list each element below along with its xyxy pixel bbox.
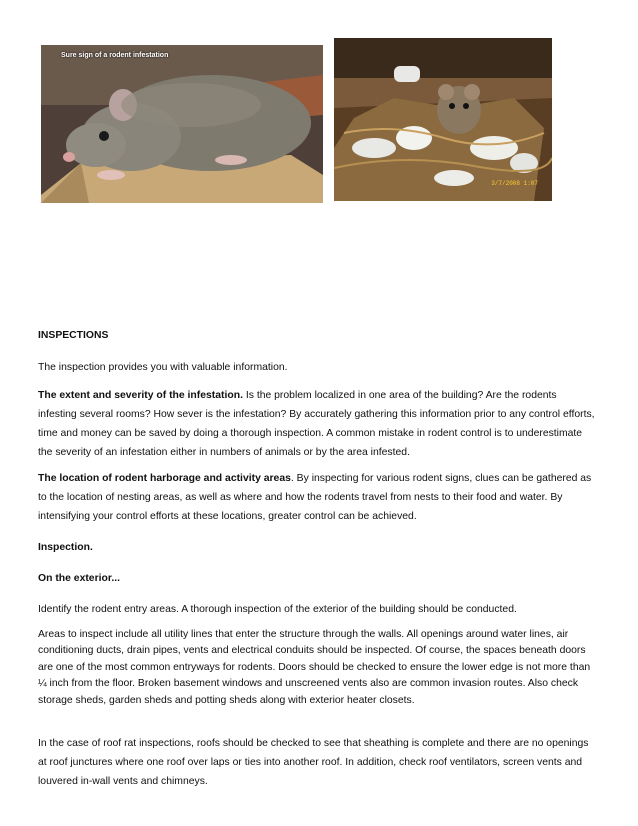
extent-paragraph [38,386,598,462]
areas-to-inspect-paragraph: Areas to inspect include all utility lines that enter the structure through the walls. All openings around water lines, air conditioning ducts, drain pipes, vents and electrical conduits should be inspected. Of course, the spaces beneath doors are one of the most common entryways for rodents. Doors should be checked to ensure the lower edge is not more than ¼ inch from the floor. Broken basement windows and unscreened vents also are common invasion routes. Also check storage sheds, garden sheds and potting sheds along with exterior heater closets. [38,629,591,706]
entry-areas-paragraph: Identify the rodent entry areas. A thorough inspection of the exterior of the building should be conducted. [38,604,517,615]
extent-heading: The extent and severity of the infestation. [38,390,243,401]
rat-photo [41,45,323,203]
inspection-heading: Inspection. [38,542,93,553]
photo-caption: Sure sign of a rodent infestation [61,52,169,59]
date-stamp: 3/7/2008 1:07 [491,180,538,187]
location-body: . By inspecting for various rodent signs, clues can be gathered as to the location of nesting areas, as well as where and how the rodents travel from nests to their food and water. By intensifying your control efforts at these locations, greater control can be achieved. [38,473,592,522]
extent-body: Is the problem localized in one area of the building? Are the rodents infesting several rooms? How sever is the infestation? By accurately gathering this information prior to any control efforts, time and money can be saved by doing a thorough inspection. A common mistake in rodent control is to underestimate the severity of an infestation either in numbers of animals or by the area infested. [38,390,595,458]
section-title: INSPECTIONS [38,330,109,341]
roof-rats-paragraph: In the case of roof rat inspections, roofs should be checked to see that sheathing is complete and there are no openings at roof junctures where one roof over laps or ties into another roof. In addition, check roof ventilators, screen vents and louvered in-wall vents and chimneys. [38,738,589,787]
location-paragraph [38,469,598,526]
mouse-nest-illustration [334,38,552,201]
mouse-nest-photo [334,38,552,201]
location-heading: The location of rodent harborage and activity areas [38,473,291,484]
exterior-heading: On the exterior... [38,573,120,584]
intro-paragraph: The inspection provides you with valuable information. [38,362,288,373]
rat-photo-illustration [41,45,323,203]
